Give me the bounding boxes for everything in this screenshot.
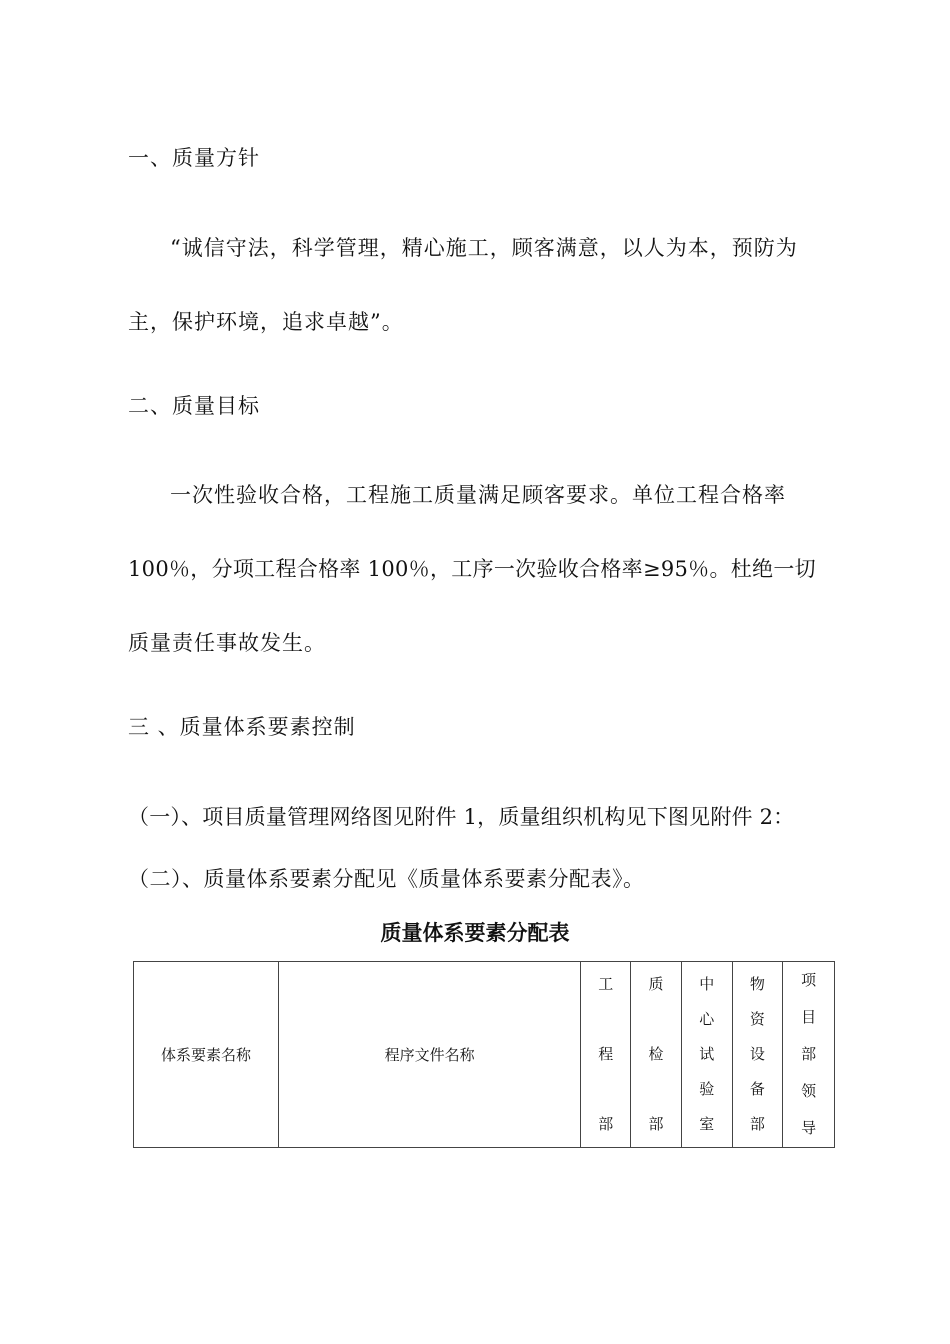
header-procedure-name: 程序文件名称	[278, 962, 581, 1148]
header-char: 设	[749, 1045, 765, 1063]
goal-text-line3: 质量责任事故发生。	[128, 631, 326, 655]
heading-quality-goal: 二、质量目标	[128, 394, 260, 418]
header-char: 部	[801, 1045, 817, 1063]
header-element-name: 体系要素名称	[134, 962, 279, 1148]
header-dept-leadership	[783, 962, 835, 1148]
policy-text-line1: “诚信守法，科学管理，精心施工，顾客满意，以人为本，预防为	[170, 236, 798, 260]
table-header-row	[134, 962, 835, 1148]
header-char: 验	[699, 1080, 715, 1098]
header-char: 质	[648, 975, 664, 993]
header-char: 程	[598, 1045, 614, 1063]
header-char: 部	[749, 1115, 765, 1133]
header-char: 项	[801, 971, 817, 989]
header-char: 备	[749, 1080, 765, 1098]
heading-quality-policy: 一、质量方针	[128, 146, 260, 170]
allocation-table	[133, 961, 835, 1148]
item-1-text: （一）、项目质量管理网络图见附件 1，质量组织机构见下图见附件 2：	[128, 805, 795, 829]
header-char: 部	[648, 1115, 664, 1133]
header-char: 资	[749, 1010, 765, 1028]
item-2-text: （二）、质量体系要素分配见《质量体系要素分配表》。	[128, 867, 645, 891]
header-char: 中	[699, 975, 715, 993]
header-char: 心	[699, 1010, 715, 1028]
header-char: 物	[749, 975, 765, 993]
header-char: 导	[801, 1119, 817, 1137]
policy-text-line2: 主，保护环境，追求卓越”。	[128, 310, 404, 334]
header-char: 检	[648, 1045, 664, 1063]
header-dept-materials	[732, 962, 783, 1148]
header-dept-lab	[681, 962, 732, 1148]
header-char: 室	[699, 1115, 715, 1133]
header-char: 部	[598, 1115, 614, 1133]
heading-quality-system: 三 、质量体系要素控制	[128, 715, 356, 739]
header-dept-quality	[631, 962, 682, 1148]
goal-text-line1: 一次性验收合格，工程施工质量满足顾客要求。单位工程合格率	[170, 483, 786, 507]
goal-text-line2: 100％，分项工程合格率 100％，工序一次验收合格率≥95％。杜绝一切	[128, 557, 816, 581]
table-title: 质量体系要素分配表	[380, 921, 570, 945]
header-char: 领	[801, 1082, 817, 1100]
header-char: 工	[598, 975, 614, 993]
header-char: 试	[699, 1045, 715, 1063]
header-char: 目	[801, 1008, 817, 1026]
header-dept-engineering	[581, 962, 631, 1148]
